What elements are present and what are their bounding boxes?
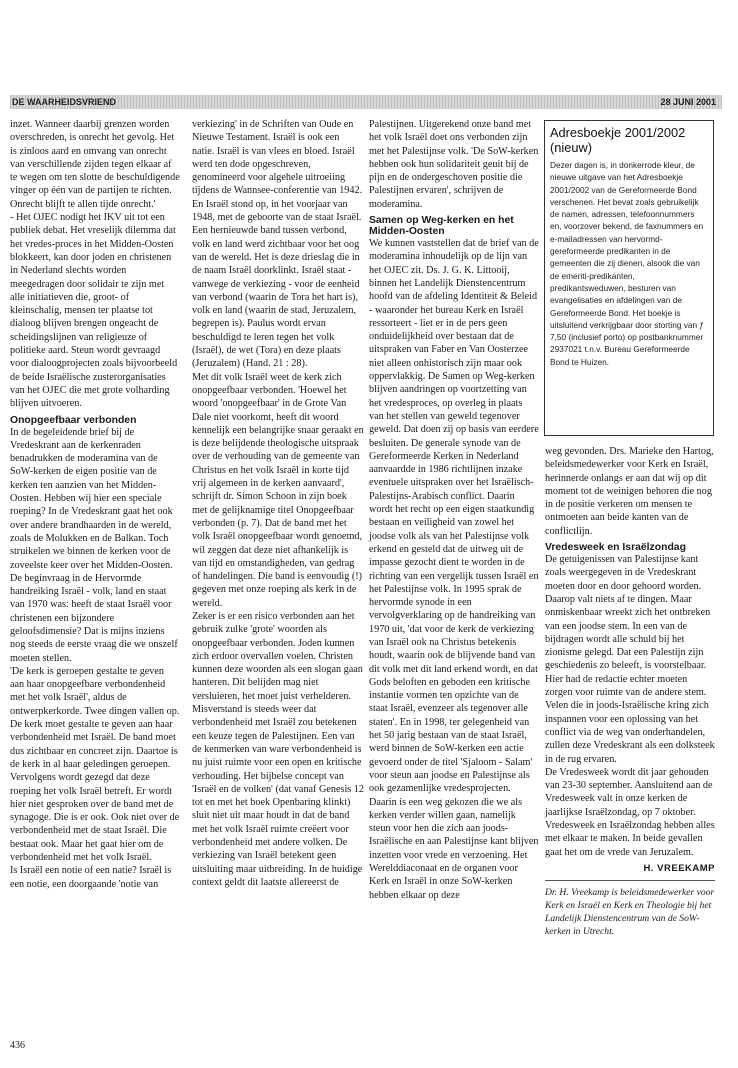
section-heading: Onopgeefbaar verbonden [10, 414, 137, 426]
paragraph: Palestijnen. Uitgerekend onze band met het volk Israël doet ons verbonden zijn met het Palestijnse volk. 'De SoW-kerken hebben ook hun solidariteit geuit bij de pijn en de ondergeschoven positie die Palestijnen ervaren', schrijven de moderamina. [369, 119, 539, 210]
author-name: H. VREEKAMP [643, 862, 715, 874]
announcement-box [544, 120, 714, 436]
paragraph: Met dit volk Israël weet de kerk zich onopgeefbaar verbonden. 'Hoewel het woord 'onopgeefbaar' in de Grote Van Dale niet voorkomt, heeft dit woord kennelijk een belangrijke snaar geraakt en is deze belijdende theologische uitspraak over de verhouding van de gemeente van Christus en het volk Israël in korte tijd vrij algemeen in de kerken aanvaard', schrijft dr. Simon Schoon in zijn boek met de gelijknamige titel Onopgeefbaar verbonden (p. 7). Dat de band met het volk Israël onopgeefbaar wordt genoemd, wil zeggen dat deze niet afhankelijk is van tijd en omstandigheden, van gedrag of handelingen. Die band is eenvoudig (!) gegeven met onze roeping als kerk in de wereld. [192, 371, 364, 609]
paragraph: weg gevonden. Drs. Marieke den Hartog, beleidsmedewerker voor Kerk en Israël, herinnerde onlangs er aan dat wij op dit moment tot de weinigen behoren die nog in de positie verkeren om mensen te ontmoeten aan beide kanten van de conflictlijn. [545, 446, 714, 537]
paragraph: De Vredesweek wordt dit jaar gehouden van 23-30 september. Aansluitend aan de Vredesweek valt in onze kerken de jaarlijkse Israëlzondag, op 7 oktober. Vredesweek en Israëlzondag hebben alles met elkaar te maken. In beide gevallen gaat het om de vrede van Jeruzalem. [545, 766, 715, 858]
column-3 [369, 118, 539, 902]
paragraph: - Het OJEC nodigt het IKV uit tot een publiek debat. Het vreselijk dilemma dat het vredes-proces in het Midden-Oosten blokkeert, kan door joden en christenen in Nederland slechts worden meegedragen door solidair te zijn met alle initiatieven die, groot- of kleinschalig, mensen ter plaatse tot dialoog blijven brengen ongeacht de scheidingslijnen van religieuze of politieke aard. Steun wordt gevraagd voor dialoogprojecten zoals bijvoorbeeld de beide Israëlische zusterorganisaties van het OJEC die met grote volharding blijven uitvoeren. [10, 212, 178, 410]
section-heading: Vredesweek en Israëlzondag [545, 542, 686, 554]
paragraph: inzet. Wanneer daarbij grenzen worden overschreden, is onrecht het gevolg. Het is zinloos aard en omvang van onrecht van verschillende zijden tegen elkaar af te wegen om ten slotte de beschuldigende vinger op één van de partijen te richten. Onrecht blijft te allen tijde onrecht.' [10, 119, 180, 210]
paragraph: De getuigenissen van Palestijnse kant zoals weergegeven in de Vredeskrant moeten door en door gehoord worden. Daarop valt niets af te dingen. Maar onmiskenbaar wreekt zich het ontbreken van een joodse stem. In een van de bijdragen wordt alle schuld bij het zionisme gelegd. Dat een Palestijn zijn geschiedenis zo beleeft, is voorstelbaar. Hier had de redactie echter moeten zorgen voor ruimte van de andere stem. Velen die in joods-Israëlische kring zich inspannen voor een oplossing van het conflict via de weg van onderhandelen, zullen deze Vredeskrant als een dolksteek in de rug ervaren. [545, 554, 715, 765]
page-number: 436 [10, 1040, 25, 1051]
author-note: Dr. H. Vreekamp is beleidsmedewerker voor Kerk en Israël en Kerk en Theologie bij het Landelijk Dienstencentrum van de SoW-kerken in Utrecht. [545, 880, 715, 938]
section-heading: Samen op Weg-kerken en het Midden-Oosten [369, 215, 514, 238]
box-title: Adresboekje 2001/2002 (nieuw) [550, 125, 686, 155]
column-4 [545, 445, 715, 938]
paragraph: Is Israël een notie of een natie? Israël is een notie, een doorgaande 'notie van [10, 865, 172, 890]
paragraph: 'De kerk is geroepen gestalte te geven aan haar onopgeefbare verbondenheid met het volk Israël', aldus de ontwerpkerkorde. Twee dingen vallen op. De kerk moet gestalte te geven aan haar verbondenheid met Israël. De band moet dus zichtbaar en concreet zijn. Daartoe is de kerk in al haar geledingen geroepen. Vervolgens wordt gezegd dat deze roeping het volk Israël betreft. Er wordt hier niet gesproken over de band met de synagoge. Die is er ook. Ook niet over de verbondenheid met de staat Israël. Die bestaat ook. Maar het gaat hier om de verbondenheid met het volk Israël. [10, 665, 180, 864]
page-header [10, 95, 722, 109]
column-2 [192, 118, 364, 889]
box-body: Dezer dagen is, in donkerrode kleur, de nieuwe uitgave van het Adresboekje 2001/2002 van de Gereformeerde Bond verschenen. Het bevat zoals gebruikelijk de namen, adressen, telefoonnummers en, voorzover bekend, de faxnummers en e-mailadressen van hervormd-gereformeerde predikanten in de gemeenten die zij dienen, alsook die van de emeriti-predikanten, predikantsweduwen, besturen van evangelisaties en afdelingen van de Gereformeerde Bond. Het boekje is uitsluitend verkrijgbaar door storting van ƒ 7,50 (inclusief porto) op postbanknummer 2937021 t.n.v. Bureau Gereformeerde Bond te Huizen. [550, 160, 705, 367]
paragraph: In de begeleidende brief bij de Vredeskrant aan de kerkenraden benadrukken de moderamina van de SoW-kerken de eigen positie van de kerken ten aanzien van het Midden-Oosten. Hebben wij hier een speciale roeping? In de Vredeskrant gaat het ook over andere brandhaarden in de wereld, zoals de Molukken en de Balkan. Toch struikelen we binnen de kerken voor de zoveelste keer over het Midden-Oosten. De beginvraag in de Hervormde handreiking Israël - volk, land en staat van 1970 was: heeft de staat Israël voor christenen een bijzondere geloofsdimensie? Dat is mijns inziens nog steeds de eerste vraag die we onszelf moeten stellen. [10, 426, 178, 664]
masthead: DE WAARHEIDSVRIEND [12, 97, 117, 107]
issue-date: 28 JUNI 2001 [660, 97, 716, 107]
paragraph: Zeker is er een risico verbonden aan het gebruik zulke 'grote' woorden als onopgeefbaar verbonden. Joden kunnen zich erdoor overvallen voelen. Christen kunnen deze woorden als een slogan gaan hanteren. Dit belijden mag niet versluieren, het moet juist verhelderen. Misverstand is steeds weer dat verbondenheid met Israël zou betekenen een keuze tegen de Palestijnen. Een van de kenmerken van ware verbondenheid is nu juist ruimte voor een open en kritische verhouding. Het bijbelse concept van 'Israël en de volken' (dat vanaf Genesis 12 tot en met het boek Openbaring klinkt) sluit niet uit maar houdt in dat de band met het volk Israël ruimte creëert voor verbondenheid met andere volken. De verkiezing van Israël betekent geen uitsluiting maar uitbreiding. In de huidige context geldt dit laatste allereerst de [192, 610, 364, 888]
paragraph: We kunnen vaststellen dat de brief van de moderamina inhoudelijk op de lijn van het OJEC zit. Ds. J. G. K. Littooij, binnen het Landelijk Dienstencentrum hoofd van de afdeling Identiteit & Beleid - waaronder het bureau Kerk en Israël ressorteert - liet er in de pers geen onduidelijkheid over bestaan dat de uitspraken van Faber en Van Oosterzee niet alleen onhistorisch zijn maar ook oppervlakkig. De Samen op Weg-kerken blijven aandringen op voortzetting van het vredesproces, op overleg in plaats van het stellen van geweld tegenover geweld. Dat doen zij op basis van eerdere besluiten. De generale synode van de Gereformeerde Kerken in Nederland aanvaardde in 1986 richtlijnen inzake eventuele uitspraken over het Israëlisch-Palestijns-Arabisch conflict. Daarin wordt het recht op een eigen staatkundig bestaan en veiligheid van zowel het joodse volk als van het Palestijnse volk erkend en gesteld dat de uitweg uit de impasse gezocht dient te worden in de richting van een vergelijk tussen Israël en het Palestijnse volk. In 1995 sprak de hervormde synode in een vervolgverklaring op de handreiking van 1970 uit, 'dat voor de kerk de verkiezing van Israël ook na Christus betekenis houdt, waarin ook de blijvende band van dit volk met dit land erkend wordt, en dat Gods beloften en geboden een kritische instantie vormen ten opzichte van de staat Israël, evenzeer als tegenover alle staten'. En in 1998, ter gelegenheid van het 50 jarig bestaan van de staat Israël, werd binnen de SoW-kerken een actie gevoerd onder de titel 'Sjaloom - Salam' voor steun aan joodse en Palestijnse als ook gezamenlijke vredesprojecten. Daarin is een weg gekozen die we als kerken verder willen gaan, namelijk steun voor hen die zich aan joods-Israëlische en aan Palestijnse kant blijven inzetten voor vrede en verzoening. Het Werelddiaconaat en de organen voor Kerk en Israël in onze SoW-kerken hebben elkaar op deze [369, 238, 539, 901]
column-1 [10, 118, 180, 891]
paragraph: verkiezing' in de Schriften van Oude en Nieuwe Testament. Israël is ook een natie. Israël is van vlees en bloed. Israël werd ten dode opgeschreven, genomineerd voor algehele uitroeiing tijdens de Wannsee-conferentie van 1942. En Israël stond op, in het voorjaar van 1948, met de geboorte van de staat Israël. Een hernieuwde band tussen verbond, volk en land werd zichtbaar voor het oog van de wereld. Het is deze drieslag die in de naam Israël doorklinkt. Israël staat - vanwege de verkiezing - voor de eenheid van verbond (waarin de Tora het hart is), volk en land (waarin de stad, Jeruzalem, begrepen is). Paulus wordt ervan beschuldigd te leren tegen het volk (Israël), de wet (Tora) en deze plaats (Jeruzalem) (Hand. 21 : 28). [192, 119, 363, 370]
